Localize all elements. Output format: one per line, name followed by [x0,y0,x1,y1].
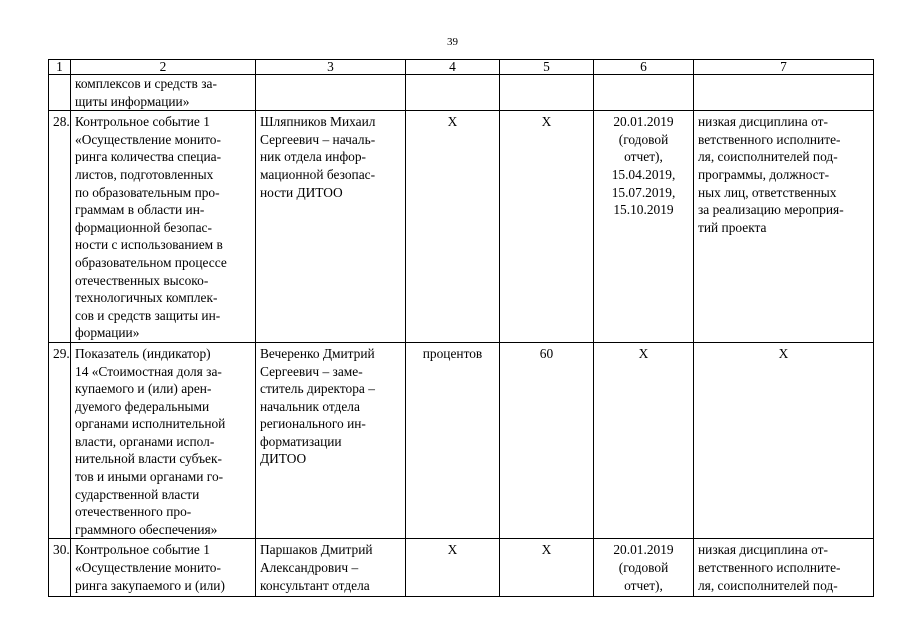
risk-line: ных лиц, ответственных [698,184,837,200]
cell-number: 30. [49,539,71,597]
cell-col4 [406,75,500,111]
cell-description [71,539,256,597]
description-line: щиты информации» [75,93,190,109]
cell-risk [694,111,874,343]
cell-risk [694,342,874,539]
cell-responsible [256,539,406,597]
description-line: Показатель (индикатор) [75,345,211,361]
description-line: органами исполнительной [75,416,226,432]
description-line: «Осуществление монито- [75,131,221,147]
plan-table [48,59,874,597]
deadline-line: отчет), [624,149,663,165]
responsible-line: Шляпников Михаил [260,114,376,130]
risk-line: X [778,345,789,361]
responsible-line: Сергеевич – заме- [260,363,363,379]
column-header-3: 3 [256,60,406,75]
cell-col5: 60 [500,342,594,539]
column-header-2: 2 [71,60,256,75]
column-header-6: 6 [594,60,694,75]
table-row [49,342,874,539]
deadline-line: 15.10.2019 [613,202,674,218]
description-line: сударственной власти [75,486,200,502]
cell-number: 29. [49,342,71,539]
description-line: власти, органами испол- [75,433,215,449]
cell-col5: X [500,111,594,343]
cell-risk [694,75,874,111]
responsible-line: форматизации [260,433,342,449]
description-line: по образовательным про- [75,184,220,200]
cell-responsible [256,111,406,343]
risk-line: ля, соисполнителей под- [698,149,838,165]
risk-line: ля, соисполнителей под- [698,577,838,593]
deadline-line: 15.04.2019, [611,166,676,182]
description-line: технологичных комплек- [75,290,218,306]
description-line: ности с использованием в [75,237,223,253]
cell-risk [694,539,874,597]
deadline-line: отчет), [624,577,663,593]
deadline-line: 20.01.2019 [613,114,674,130]
cell-deadline [594,75,694,111]
responsible-line: Паршаков Дмитрий [260,542,373,558]
deadline-line: 15.07.2019, [611,184,676,200]
description-line: нительной власти субъек- [75,451,222,467]
description-line: формации» [75,325,140,341]
responsible-line: начальник отдела [260,398,360,414]
responsible-line: ности ДИТОО [260,184,343,200]
cell-description [71,75,256,111]
description-line: листов, подготовленных [75,166,214,182]
cell-deadline [594,342,694,539]
description-line: тов и иными органами го- [75,469,224,485]
risk-line: ветственного исполните- [698,131,841,147]
cell-description [71,111,256,343]
risk-line: низкая дисциплина от- [698,542,828,558]
responsible-line: Александрович – [260,560,359,576]
cell-responsible [256,342,406,539]
description-line: сов и средств защиты ин- [75,307,221,323]
description-line: отечественных высоко- [75,272,209,288]
description-line: купаемого и (или) арен- [75,381,212,397]
table-row [49,111,874,343]
responsible-line: мационной безопас- [260,166,376,182]
cell-col4: X [406,539,500,597]
description-line: Контрольное событие 1 [75,542,210,558]
cell-col4: процентов [406,342,500,539]
risk-line: программы, должност- [698,166,830,182]
description-line: «Осуществление монито- [75,560,221,576]
responsible-line: ДИТОО [260,451,307,467]
cell-number: 28. [49,111,71,343]
responsible-line: Сергеевич – началь- [260,131,376,147]
description-line: 14 «Стоимостная доля за- [75,363,222,379]
description-line: ринга закупаемого и (или) [75,577,225,593]
risk-line: низкая дисциплина от- [698,114,828,130]
cell-deadline [594,539,694,597]
deadline-line: (годовой [618,131,669,147]
cell-description [71,342,256,539]
cell-number [49,75,71,111]
responsible-line: ститель директора – [260,381,375,397]
column-header-4: 4 [406,60,500,75]
responsible-line: консультант отдела [260,577,370,593]
cell-col5: X [500,539,594,597]
description-line: дуемого федеральными [75,398,210,414]
deadline-line: (годовой [618,560,669,576]
description-line: ринга количества специа- [75,149,222,165]
description-line: Контрольное событие 1 [75,114,210,130]
responsible-line: Вечеренко Дмитрий [260,345,375,361]
table-row [49,539,874,597]
risk-line: тий проекта [698,219,767,235]
risk-line: за реализацию мероприя- [698,202,844,218]
responsible-line: ник отдела инфор- [260,149,366,165]
column-header-5: 5 [500,60,594,75]
responsible-line: регионального ин- [260,416,366,432]
deadline-line: 20.01.2019 [613,542,674,558]
description-line: граммам в области ин- [75,202,205,218]
description-line: комплексов и средств за- [75,76,217,91]
cell-deadline [594,111,694,343]
deadline-line: X [638,345,649,361]
cell-col4: X [406,111,500,343]
description-line: формационной безопас- [75,219,212,235]
description-line: образовательном процессе [75,254,227,270]
description-line: граммного обеспечения» [75,521,218,537]
cell-col5 [500,75,594,111]
table-row-continuation [49,75,874,111]
risk-line: ветственного исполните- [698,560,841,576]
column-header-7: 7 [694,60,874,75]
column-header-1: 1 [49,60,71,75]
description-line: отечественного про- [75,504,192,520]
cell-responsible [256,75,406,111]
column-header-row [49,60,874,75]
page-number: 39 [447,36,458,48]
